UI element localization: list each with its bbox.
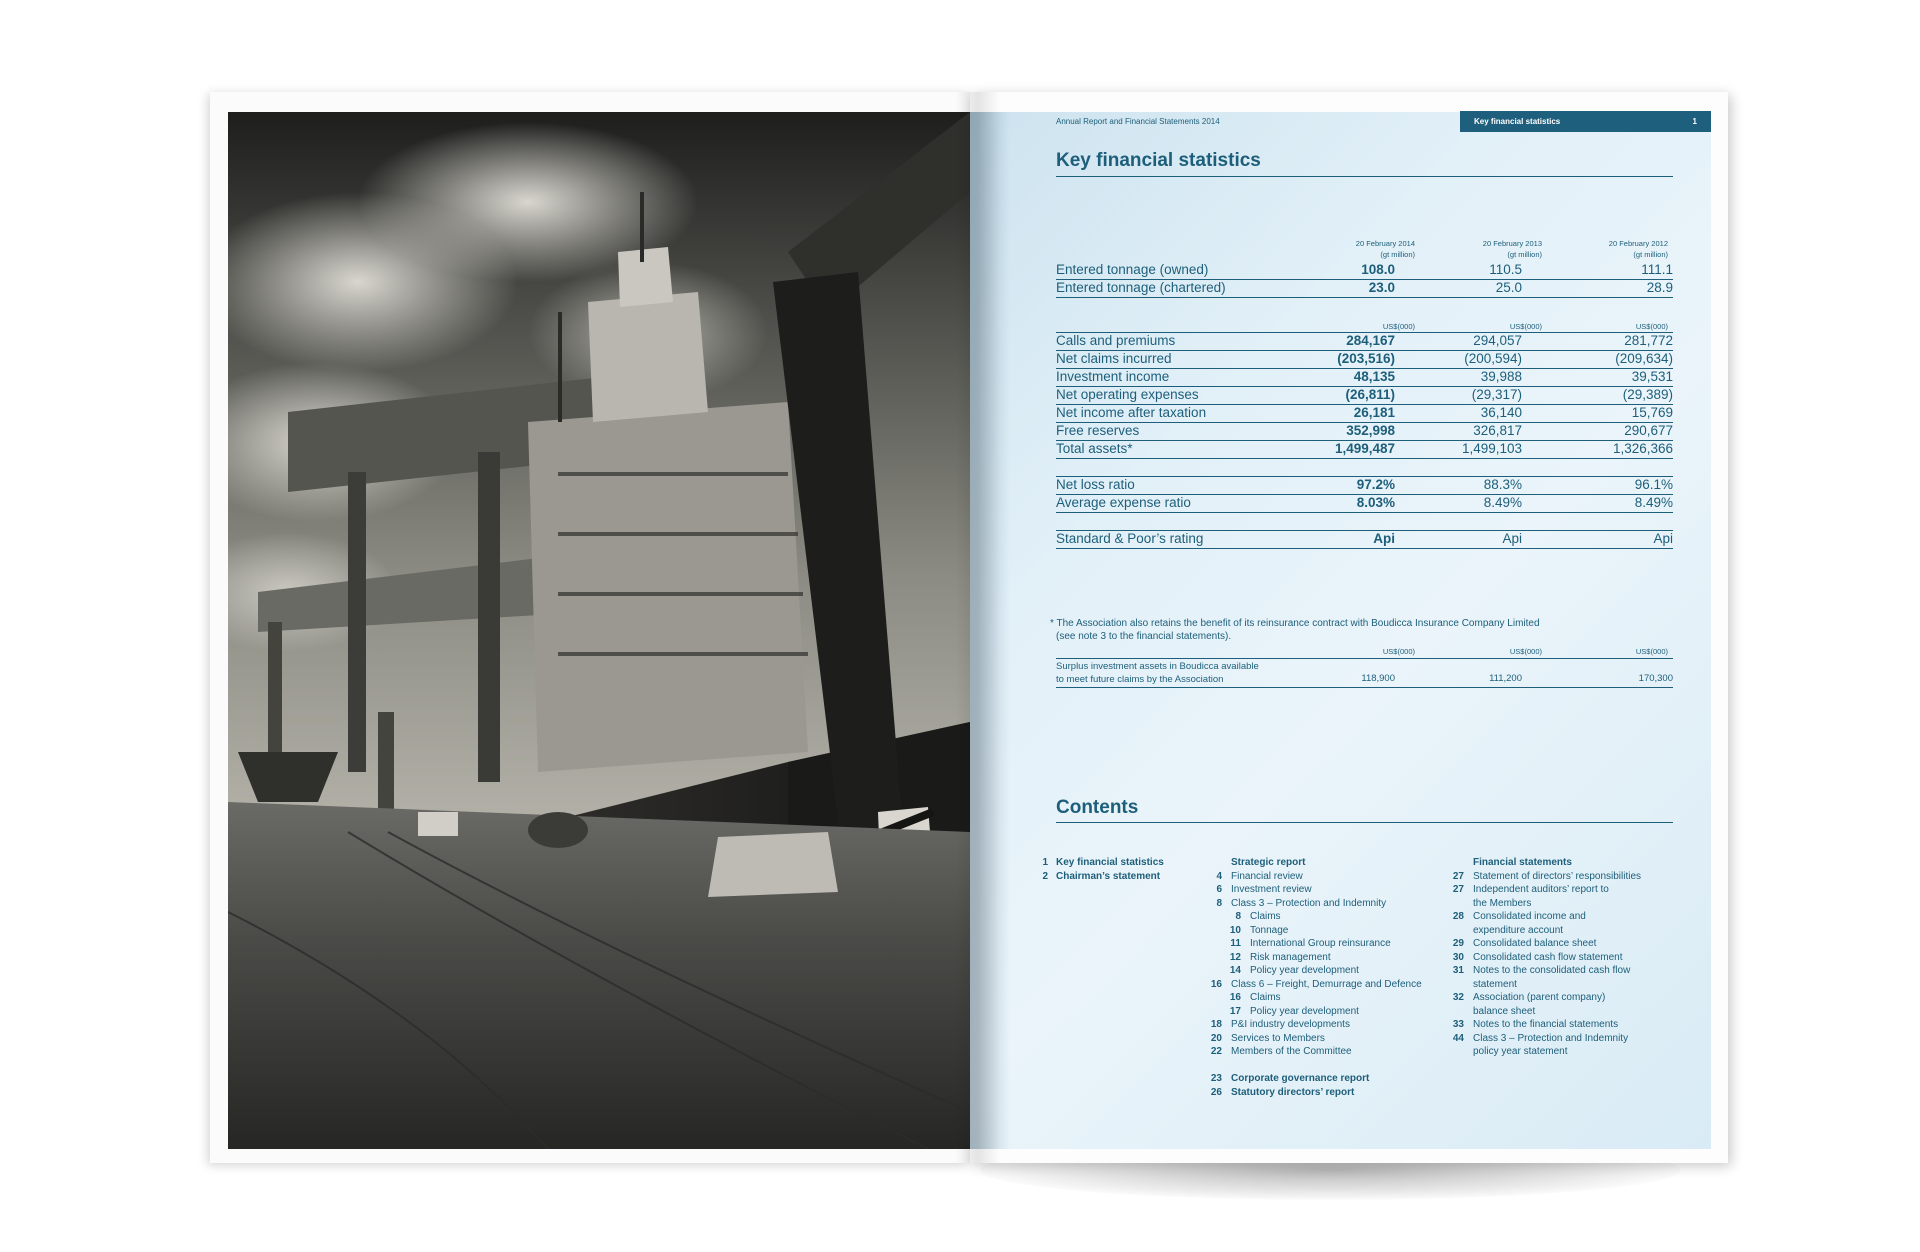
table-row: Calls and premiums 284,167 294,057 281,772 (1056, 333, 1673, 351)
list-item: statement (1473, 978, 1517, 990)
unit-usd-2012: US$(000) (1635, 647, 1668, 656)
list-item: 20 Services to Members (1210, 1032, 1325, 1044)
list-item: 44 Class 3 – Protection and Indemnity (1452, 1032, 1629, 1044)
table-row: Total assets* 1,499,487 1,499,103 1,326,366 (1056, 441, 1673, 459)
running-head: Annual Report and Financial Statements 2014 (1056, 117, 1220, 126)
page-gutter (955, 92, 1000, 1163)
unit-usd-2013: US$(000) (1509, 322, 1542, 331)
list-item: 23 Corporate governance report (1210, 1073, 1370, 1084)
unit-usd-2014: US$(000) (1382, 647, 1415, 656)
col-head-2014: 20 February 2014 (gt million) (1355, 239, 1415, 259)
col-head-2013: 20 February 2013 (gt million) (1482, 239, 1542, 259)
list-item: balance sheet (1473, 1005, 1536, 1017)
table-row: Standard & Poor’s rating Api Api Api (1056, 531, 1673, 549)
list-item: policy year statement (1473, 1046, 1568, 1057)
list-item: 10 Tonnage (1229, 924, 1289, 936)
unit-usd-2014: US$(000) (1382, 322, 1415, 331)
list-item: 2 Chairman’s statement (1042, 870, 1161, 882)
unit-usd-2013: US$(000) (1509, 647, 1542, 656)
table-row: Average expense ratio 8.03% 8.49% 8.49% (1056, 495, 1673, 513)
list-item: expenditure account (1473, 924, 1564, 936)
cargo-ship-photo (228, 112, 970, 1149)
contents-rule (1056, 822, 1673, 823)
section-tab (1460, 111, 1711, 132)
table-row: Net loss ratio 97.2% 88.3% 96.1% (1056, 477, 1673, 495)
list-item: 22 Members of the Committee (1210, 1046, 1352, 1057)
list-item: 17 Policy year development (1229, 1005, 1359, 1017)
table-row: Entered tonnage (chartered) 23.0 25.0 28.9 (1056, 280, 1673, 298)
list-item: 18 P&I industry developments (1210, 1019, 1350, 1030)
list-item: 8 Claims (1235, 911, 1281, 922)
list-item: 33 Notes to the financial statements (1452, 1019, 1619, 1030)
list-item: 6 Investment review (1216, 884, 1312, 895)
list-item: 16 Class 6 – Freight, Demurrage and Defence (1210, 978, 1422, 990)
table-row: Entered tonnage (owned) 108.0 110.5 111.1 (1056, 262, 1673, 280)
ship-illustration (228, 112, 970, 1149)
contents-title: Contents (1056, 797, 1139, 818)
unit-usd-2012: US$(000) (1635, 322, 1668, 331)
list-item: 11 International Group reinsurance (1230, 938, 1391, 949)
list-item: 29 Consolidated balance sheet (1452, 938, 1597, 949)
list-item: 16 Claims (1229, 992, 1281, 1003)
table-row: Net operating expenses (26,811) (29,317) (29,389) (1056, 387, 1673, 405)
surplus-row: Surplus investment assets in Boudicca available to meet future claims by the Association 118,900 111,200 170,300 (1056, 658, 1673, 688)
list-item: 32 Association (parent company) (1452, 992, 1606, 1003)
contents-col-3: Financial statements 27 Statement of directors’ responsibilities 27 Independent auditors’ report to the Members 28 Consolidated income and expenditure account 29 Consolidated balance sheet 30 Consolidated cash flow statement 31 Notes to the consolidated cash flow statement 32 Association (parent company) balance sheet 33 Notes to the financial statements 44 Class 3 – Protection and Indemnity policy year statement (1442, 856, 1692, 1059)
page-title: Key financial statistics (1056, 150, 1261, 171)
contents-col-2: Strategic report 4 Financial review 6 Investment review 8 Class 3 – Protection and Indemnity 8 Claims 10 Tonnage 11 International Group reinsurance 12 Risk management 14 Policy year development 16 Class 6 – Freight, Demurrage and Defence 16 Claims 17 Policy year development 18 P&I industry developments 20 Services to Members 22 Members of the Committee 23 Corporate governance report 26 Statutory directors’ report (1200, 856, 1430, 1099)
title-rule (1056, 176, 1673, 177)
list-item: 26 Statutory directors’ report (1210, 1086, 1355, 1098)
list-item: 12 Risk management (1229, 951, 1331, 963)
table-row: Net claims incurred (203,516) (200,594) (209,634) (1056, 351, 1673, 369)
list-item: 1 Key financial statistics (1042, 857, 1164, 868)
list-item: 14 Policy year development (1229, 965, 1359, 976)
list-item: 30 Consolidated cash flow statement (1452, 951, 1623, 963)
list-item: 27 Independent auditors’ report to (1452, 884, 1609, 895)
table-row: Investment income 48,135 39,988 39,531 (1056, 369, 1673, 387)
table-row: Net income after taxation 26,181 36,140 15,769 (1056, 405, 1673, 423)
list-item: 28 Consolidated income and (1452, 911, 1586, 922)
list-item: 8 Class 3 – Protection and Indemnity (1216, 897, 1387, 909)
list-item: 4 Financial review (1216, 870, 1303, 882)
col-head-2012: 20 February 2012 (gt million) (1608, 239, 1668, 259)
section-tab-label: Key financial statistics (1474, 117, 1561, 126)
list-item: 27 Statement of directors’ responsibilities (1452, 870, 1642, 882)
list-item: the Members (1473, 897, 1532, 909)
table-row: Free reserves 352,998 326,817 290,677 (1056, 423, 1673, 441)
list-item: 31 Notes to the consolidated cash flow (1452, 965, 1631, 976)
footnote: * The Association also retains the benefit of its reinsurance contract with Boudicca Insurance Company Limited (see note 3 to the financial statements). (1050, 618, 1540, 642)
page-number: 1 (1692, 117, 1697, 126)
contents-col-1 (1026, 856, 1176, 883)
